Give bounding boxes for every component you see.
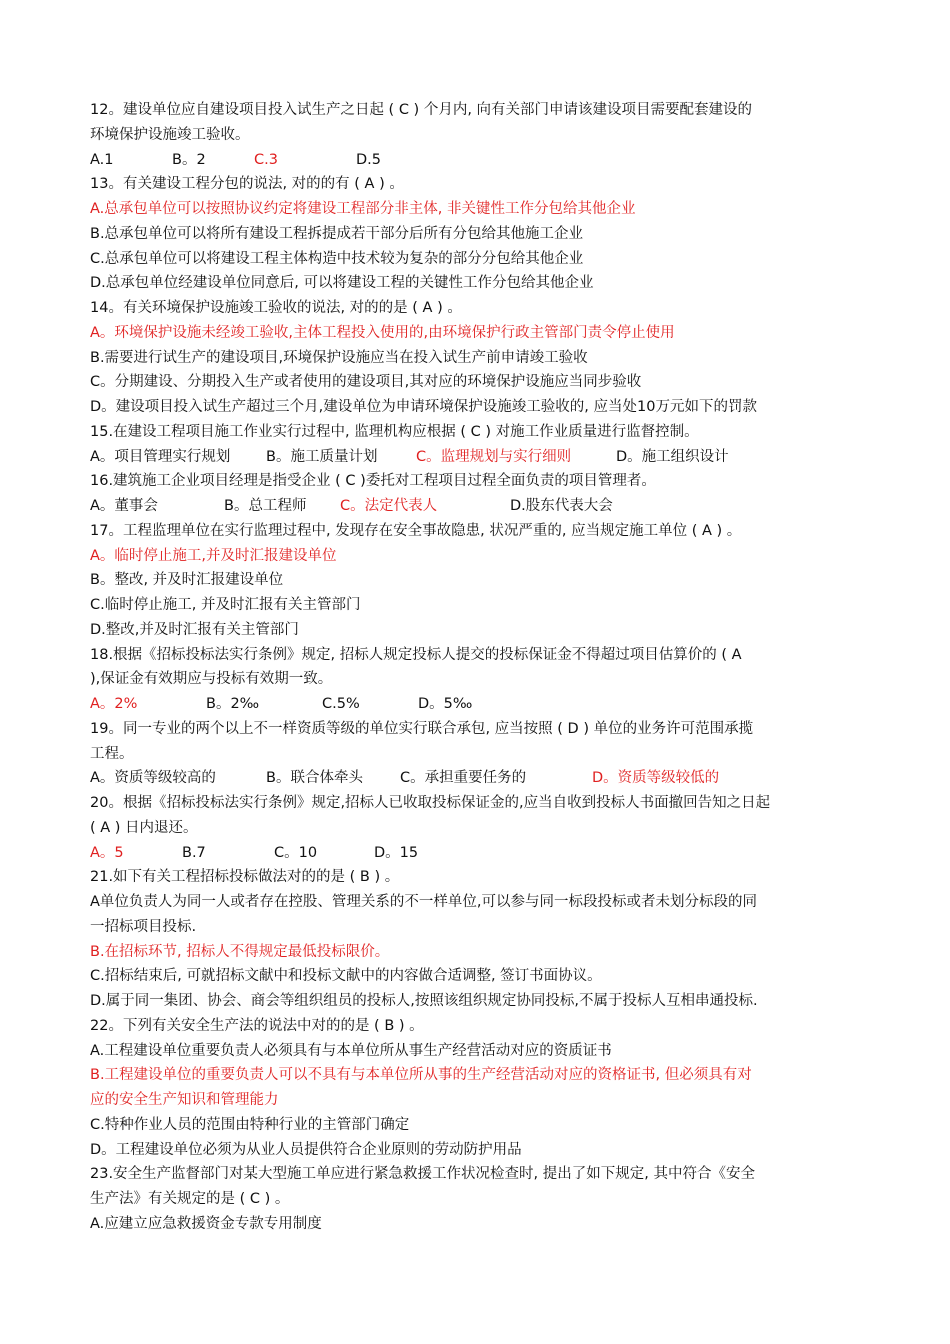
text-line: 15.在建设工程项目施工作业实行过程中, 监理机构应根据 ( C ) 对施工作业质量进行监督控制。 [90,423,699,440]
option-item: D.股东代表大会 [510,498,613,514]
text-line: D。建设项目投入试生产超过三个月,建设单位为申请环境保护设施竣工验收的, 应当处10万元如下的罚款 [90,399,757,415]
text-line: 21.如下有关工程招标投标做法对的的是 ( B ) 。 [90,869,400,886]
text-line: A.应建立应急救援资金专款专用制度 [90,1215,322,1232]
option-item: A。2% [90,696,138,712]
option-row [90,841,865,866]
text-line: ( A ) 日内退还。 [90,819,198,836]
option-row [90,692,865,717]
option-item: D。施工组织设计 [616,448,729,465]
text-line: D.总承包单位经建设单位同意后, 可以将建设工程的关键性工作分包给其他企业 [90,275,594,292]
option-item: D。资质等级较低的 [592,770,720,787]
text-line: B.总承包单位可以将所有建设工程拆提成若干部分后所有分包给其他施工企业 [90,225,584,242]
option-item: C。法定代表人 [340,498,438,514]
text-line: C.总承包单位可以将建设工程主体构造中技术较为复杂的部分分包给其他企业 [90,250,584,267]
text-line: 18.根据《招标投标法实行条例》规定, 招标人规定投标人提交的投标保证金不得超过项目估算价的 ( A [90,646,742,663]
answer-line: A。环境保护设施未经竣工验收,主体工程投入使用的,由环境保护行政主管部门责令停止使用 [90,324,675,341]
text-line: A.工程建设单位重要负责人必须具有与本单位所从事生产经营活动对应的资质证书 [90,1042,612,1059]
option-item: C.3 [254,151,278,168]
text-line: D。工程建设单位必须为从业人员提供符合企业原则的劳动防护用品 [90,1141,522,1158]
answer-line: A.总承包单位可以按照协议约定将建设工程部分非主体, 非关键性工作分包给其他企业 [90,201,636,217]
option-item: A.1 [90,151,114,168]
text-line: C.招标结束后, 可就招标文献中和投标文献中的内容做合适调整, 签订书面协议。 [90,968,602,985]
text-line: 环境保护设施竣工验收。 [90,126,250,143]
text-line: C。分期建设、分期投入生产或者使用的建设项目,其对应的环境保护设施应当同步验收 [90,374,642,391]
text-line: B。整改, 并及时汇报建设单位 [90,572,284,589]
text-line: 17。工程监理单位在实行监理过程中, 发现存在安全事故隐患, 状况严重的, 应当规定施工单位 ( A ) 。 [90,522,742,539]
option-item: A。董事会 [90,498,158,514]
option-item: D.5 [356,151,381,168]
option-row [90,766,865,791]
text-line: B.需要进行试生产的建设项目,环境保护设施应当在投入试生产前申请竣工验收 [90,349,588,366]
text-line: 16.建筑施工企业项目经理是指受企业 ( C )委托对工程项目过程全面负责的项目管理者。 [90,473,656,490]
option-item: C。监理规划与实行细则 [416,448,572,465]
text-line: ),保证金有效期应与投标有效期一致。 [90,671,333,688]
option-item: A。项目管理实行规划 [90,448,231,465]
option-item: B。2 [172,151,206,168]
text-line: C.临时停止施工, 并及时汇报有关主管部门 [90,597,361,613]
text-line: 22。下列有关安全生产法的说法中对的的是 ( B ) 。 [90,1017,424,1034]
answer-line: B.工程建设单位的重要负责人可以不具有与本单位所从事的生产经营活动对应的资格证书, 但必须具有对 [90,1067,752,1084]
option-item: C。承担重要任务的 [400,770,527,787]
text-line: D.整改,并及时汇报有关主管部门 [90,621,299,638]
option-item: B。联合体牵头 [266,770,363,787]
text-line: 23.安全生产监督部门对某大型施工单应进行紧急救援工作状况检查时, 提出了如下规定, 其中符合《安全 [90,1166,755,1183]
text-line: 工程。 [90,745,134,762]
answer-line: A。临时停止施工,并及时汇报建设单位 [90,547,337,564]
option-row [90,148,865,173]
text-line: 20。根据《招标投标法实行条例》规定,招标人已收取投标保证金的,应当自收到投标人书面撤回告知之日起 [90,795,771,811]
document-page [90,98,865,1237]
option-item: C.5% [322,696,360,712]
text-line: D.属于同一集团、协会、商会等组织组员的投标人,按照该组织规定协同投标,不属于投标人互相串通投标. [90,993,758,1009]
option-item: C。10 [274,844,318,861]
option-item: B。总工程师 [224,498,307,514]
option-item: A。资质等级较高的 [90,770,216,787]
text-line: 14。有关环境保护设施竣工验收的说法, 对的的是 ( A ) 。 [90,300,462,316]
text-line: 19。同一专业的两个以上不一样资质等级的单位实行联合承包, 应当按照 ( D ) 单位的业务许可范围承揽 [90,720,754,737]
option-row [90,445,865,470]
option-item: A。5 [90,844,124,861]
option-item: B。2‰ [206,696,260,712]
text-line: A单位负责人为同一人或者存在控股、管理关系的不一样单位,可以参与同一标段投标或者未划分标段的同 [90,894,758,910]
option-item: D。5‰ [418,696,473,712]
answer-line: B.在招标环节, 招标人不得规定最低投标限价。 [90,943,390,960]
option-row [90,494,865,519]
answer-line: 应的安全生产知识和管理能力 [90,1092,279,1108]
text-line: C.特种作业人员的范围由特种行业的主管部门确定 [90,1116,410,1133]
option-item: B.7 [182,844,206,861]
option-item: B。施工质量计划 [266,448,378,465]
text-line: 13。有关建设工程分包的说法, 对的的有 ( A ) 。 [90,176,404,193]
option-item: D。15 [374,844,419,861]
text-line: 一招标项目投标. [90,918,197,935]
text-line: 生产法》有关规定的是 ( C ) 。 [90,1191,290,1207]
text-line: 12。建设单位应自建设项目投入试生产之日起 ( C ) 个月内, 向有关部门申请该建设项目需要配套建设的 [90,102,753,118]
